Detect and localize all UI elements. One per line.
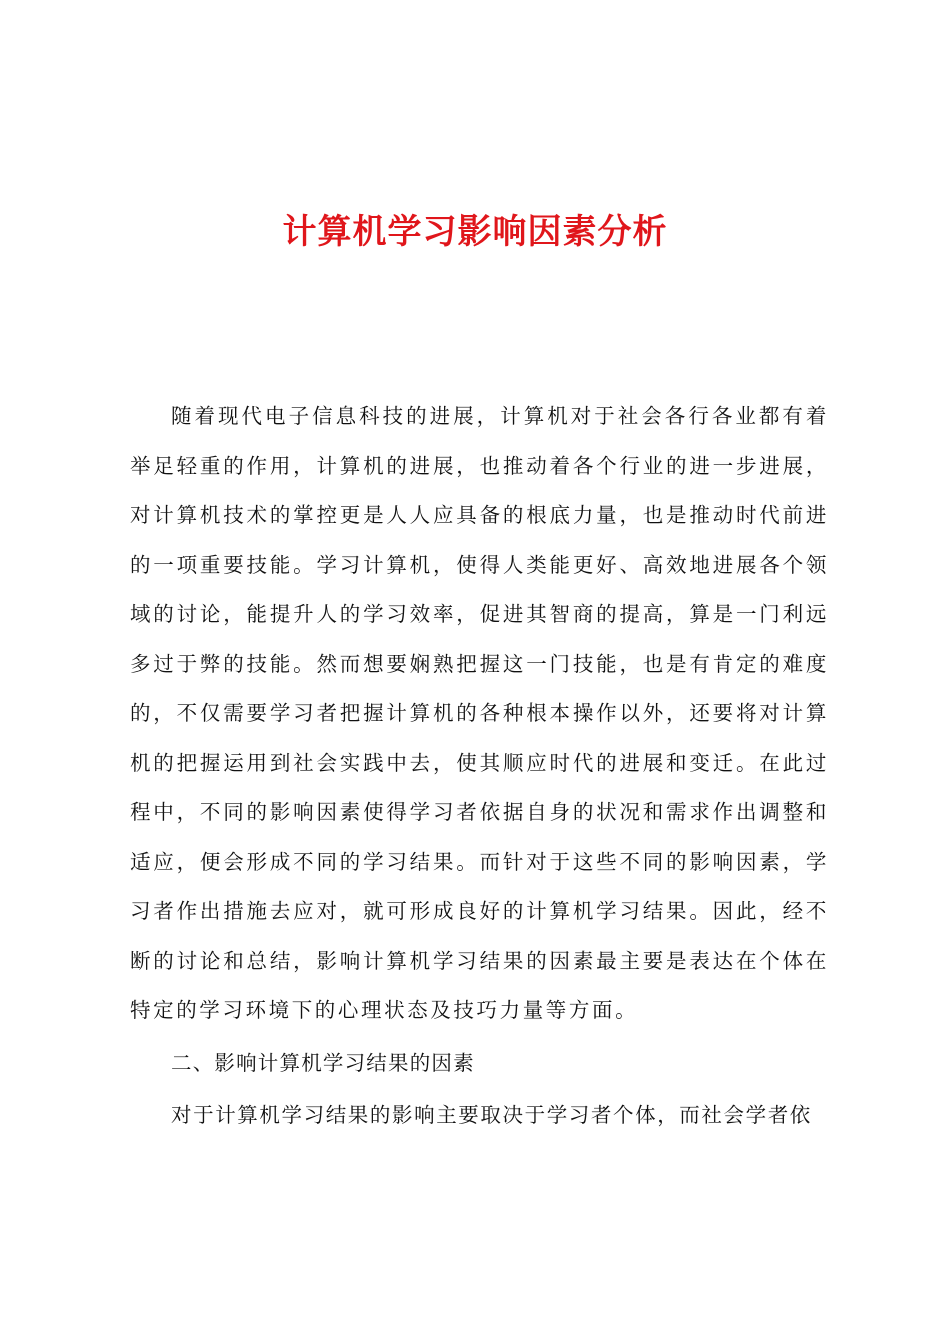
section-heading: 二、影响计算机学习结果的因素: [171, 1050, 475, 1075]
document-body: [130, 392, 829, 1141]
body-paragraph-section: 对于计算机学习结果的影响主要取决于学习者个体，而社会学者依: [171, 1103, 812, 1127]
document-title: 计算机学习影响因素分析: [282, 212, 668, 252]
body-paragraph-intro: 随着现代电子信息科技的进展，计算机对于社会各行各业都有着举足轻重的作用，计算机的进展，也推动着各个行业的进一步进展，对计算机技术的掌控更是人人应具备的根底力量，也是推动时代前进的一项重要技能。学习计算机，使得人类能更好、高效地进展各个领域的讨论，能提升人的学习效率，促进其智商的提高，算是一门利远多过于弊的技能。然而想要娴熟把握这一门技能，也是有肯定的难度的，不仅需要学习者把握计算机的各种根本操作以外，还要将对计算机的把握运用到社会实践中去，使其顺应时代的进展和变迁。在此过程中，不同的影响因素使得学习者依据自身的状况和需求作出调整和适应，便会形成不同的学习结果。而针对于这些不同的影响因素，学习者作出措施去应对，就可形成良好的计算机学习结果。因此，经不断的讨论和总结，影响计算机学习结果的因素最主要是表达在个体在特定的学习环境下的心理状态及技巧力量等方面。: [130, 404, 829, 1022]
